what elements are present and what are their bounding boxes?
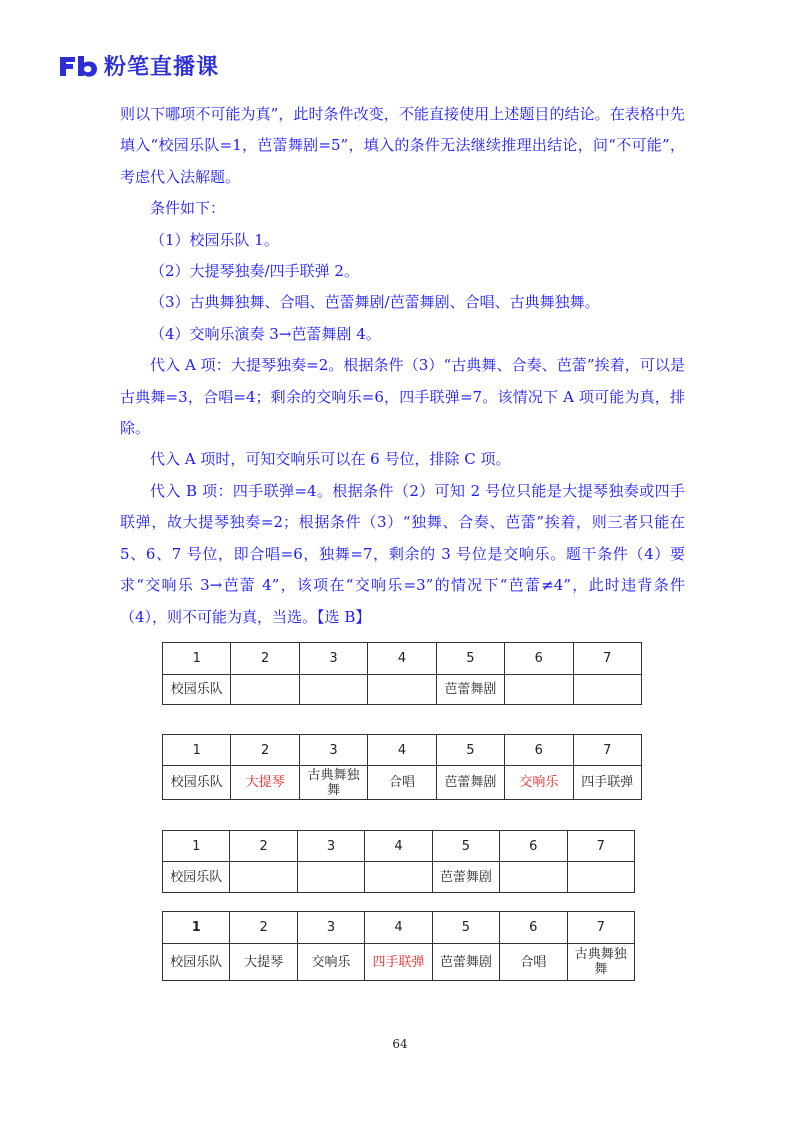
table-header-row — [163, 831, 635, 862]
table-cell: 5 — [432, 831, 499, 862]
table-cell: 古典舞独舞 — [567, 944, 634, 981]
table-1 — [162, 642, 642, 705]
table-4 — [162, 911, 635, 981]
table-cell: 3 — [299, 643, 367, 675]
condition-4: （4）交响乐演奏 3→芭蕾舞剧 4。 — [150, 324, 381, 343]
table-cell: 校园乐队 — [163, 766, 231, 800]
table-cell — [573, 675, 641, 705]
explanation-text — [120, 99, 685, 633]
table-cell — [297, 862, 364, 893]
table-cell: 6 — [505, 735, 573, 766]
logo-text: 粉笔直播课 — [104, 55, 220, 80]
table-cell — [505, 675, 573, 705]
condition-3: （3）古典舞独舞、合唱、芭蕾舞剧/芭蕾舞剧、合唱、古典舞独舞。 — [150, 293, 600, 312]
table-cell: 5 — [436, 735, 504, 766]
table-cell: 6 — [500, 831, 567, 862]
table-cell — [368, 675, 436, 705]
table-cell-highlighted: 大提琴 — [231, 766, 299, 800]
table-cell: 3 — [299, 735, 367, 766]
header-logo — [58, 50, 219, 81]
table-cell: 4 — [368, 735, 436, 766]
table-cell: 芭蕾舞剧 — [432, 862, 499, 893]
table-cell: 4 — [368, 643, 436, 675]
table-cell: 交响乐 — [297, 944, 364, 981]
table-cell: 2 — [230, 912, 297, 944]
table-cell: 1 — [163, 912, 230, 944]
table-header-row — [163, 735, 642, 766]
table-cell: 四手联弹 — [573, 766, 641, 800]
table-header-row — [163, 643, 642, 675]
table-cell-highlighted: 交响乐 — [505, 766, 573, 800]
table-cell: 2 — [230, 831, 297, 862]
table-row — [163, 944, 635, 981]
table-3 — [162, 830, 635, 893]
table-row — [163, 675, 642, 705]
paragraph-option-a-note: 代入 A 项时，可知交响乐可以在 6 号位，排除 C 项。 — [150, 450, 511, 469]
table-cell: 1 — [163, 831, 230, 862]
table-cell: 7 — [573, 735, 641, 766]
table-row — [163, 766, 642, 800]
fb-logo-icon — [58, 54, 98, 78]
table-cell: 校园乐队 — [163, 944, 230, 981]
table-header-row — [163, 912, 635, 944]
table-cell: 4 — [365, 912, 432, 944]
table-cell: 大提琴 — [230, 944, 297, 981]
table-cell: 芭蕾舞剧 — [436, 766, 504, 800]
table-cell — [500, 862, 567, 893]
paragraph-intro: 则以下哪项不可能为真”，此时条件改变，不能直接使用上述题目的结论。在表格中先填入“校园乐队=1，芭蕾舞剧=5”，填入的条件无法继续推理出结论，问“不可能”，考虑代入法解题。 — [120, 105, 685, 186]
table-cell: 合唱 — [368, 766, 436, 800]
table-cell: 1 — [163, 643, 231, 675]
paragraph-option-a: 代入 A 项：大提琴独奏=2。根据条件（3）“古典舞、合奏、芭蕾”挨着，可以是古典舞=3，合唱=4；剩余的交响乐=6，四手联弹=7。该情况下 A 项可能为真，排除。 — [120, 356, 685, 438]
table-cell-highlighted: 四手联弹 — [365, 944, 432, 981]
paragraph-option-b: 代入 B 项：四手联弹=4。根据条件（2）可知 2 号位只能是大提琴独奏或四手联弹，故大提琴独奏=2；根据条件（3）“独舞、合奏、芭蕾”挨着，则三者只能在 5、6、7 号位，即合唱=6，独舞=7，剩余的 3 号位是交响乐。题干条件（4）要求“交响乐 3→芭蕾 4”，该项在“交响乐=3”的情况下“芭蕾≠4”，此时违背条件（4），则不可能为真，当选。【选 B】 — [120, 481, 685, 626]
condition-1: （1）校园乐队 1。 — [150, 230, 279, 249]
table-cell: 2 — [231, 735, 299, 766]
table-cell: 校园乐队 — [163, 675, 231, 705]
table-cell — [230, 862, 297, 893]
table-cell — [567, 862, 634, 893]
page-number: 64 — [392, 1037, 408, 1051]
table-cell: 7 — [567, 831, 634, 862]
table-cell: 5 — [436, 643, 504, 675]
table-cell: 6 — [505, 643, 573, 675]
table-cell: 1 — [163, 735, 231, 766]
table-cell: 芭蕾舞剧 — [436, 675, 504, 705]
table-cell: 古典舞独舞 — [299, 766, 367, 800]
table-cell: 3 — [297, 912, 364, 944]
table-cell: 3 — [297, 831, 364, 862]
table-cell — [299, 675, 367, 705]
table-cell: 4 — [365, 831, 432, 862]
table-row — [163, 862, 635, 893]
table-cell: 校园乐队 — [163, 862, 230, 893]
table-cell: 芭蕾舞剧 — [432, 944, 499, 981]
table-cell: 5 — [432, 912, 499, 944]
table-cell: 合唱 — [500, 944, 567, 981]
table-cell — [231, 675, 299, 705]
table-cell: 6 — [500, 912, 567, 944]
table-cell: 7 — [567, 912, 634, 944]
table-cell: 2 — [231, 643, 299, 675]
condition-2: （2）大提琴独奏/四手联弹 2。 — [150, 262, 359, 281]
table-2 — [162, 734, 642, 800]
table-cell — [365, 862, 432, 893]
table-cell: 7 — [573, 643, 641, 675]
paragraph-conditions-heading: 条件如下： — [150, 199, 226, 218]
